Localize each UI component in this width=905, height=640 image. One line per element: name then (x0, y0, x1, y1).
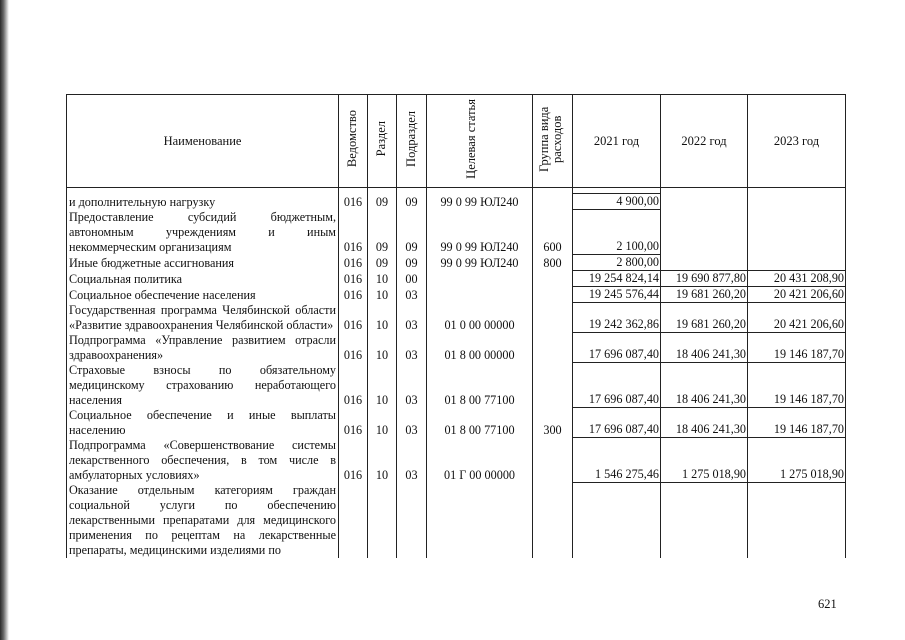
row-target: 01 8 00 77100 (427, 408, 533, 438)
row-2021: 17 696 087,40 (573, 363, 661, 408)
row-name: Оказание отдельным категориям граждан социальной услуги по обеспечению лекарственными препаратами для медицинского применения по рецептам на лекарственные препараты, медицинскими изделиями по (67, 483, 339, 558)
row-2022 (661, 255, 748, 271)
row-subsection: 09 (397, 210, 427, 255)
header-subsection: Подраздел (397, 95, 427, 188)
row-section: 10 (368, 438, 397, 483)
row-name: Подпрограмма «Управление развитием отрасли здравоохранения» (67, 333, 339, 363)
row-dept: 016 (339, 287, 368, 303)
row-2022 (661, 194, 748, 210)
table-row (67, 438, 846, 483)
row-subsection: 03 (397, 287, 427, 303)
row-section: 10 (368, 303, 397, 333)
row-2022 (661, 210, 748, 255)
row-2023: 1 275 018,90 (748, 438, 846, 483)
row-2023: 19 146 187,70 (748, 408, 846, 438)
table-row (67, 363, 846, 408)
row-target: 99 0 99 ЮЛ240 (427, 194, 533, 210)
row-2022 (661, 483, 748, 558)
table-row (67, 210, 846, 255)
row-2022: 19 681 260,20 (661, 303, 748, 333)
row-section: 09 (368, 194, 397, 210)
row-group (533, 483, 573, 558)
row-group (533, 271, 573, 287)
row-dept: 016 (339, 363, 368, 408)
row-name: и дополнительную нагрузку (67, 194, 339, 210)
row-group: 300 (533, 408, 573, 438)
row-dept: 016 (339, 194, 368, 210)
row-group (533, 363, 573, 408)
header-section: Раздел (368, 95, 397, 188)
row-2021: 2 800,00 (573, 255, 661, 271)
page-number: 621 (818, 597, 837, 611)
page-binding-edge (0, 0, 9, 640)
row-group: 800 (533, 255, 573, 271)
table-row (67, 194, 846, 210)
row-2022: 18 406 241,30 (661, 333, 748, 363)
table-row (67, 333, 846, 363)
row-2021: 1 546 275,46 (573, 438, 661, 483)
row-target: 01 8 00 00000 (427, 333, 533, 363)
row-target: 01 8 00 77100 (427, 363, 533, 408)
row-target: 99 0 99 ЮЛ240 (427, 210, 533, 255)
row-2022: 1 275 018,90 (661, 438, 748, 483)
row-group (533, 303, 573, 333)
table-row (67, 255, 846, 271)
row-dept: 016 (339, 303, 368, 333)
row-group: 600 (533, 210, 573, 255)
row-name: Подпрограмма «Совершенствование системы лекарственного обеспечения, в том числе в амбулаторных условиях» (67, 438, 339, 483)
table-row (67, 287, 846, 303)
header-2023: 2023 год (748, 95, 846, 188)
row-section: 10 (368, 287, 397, 303)
row-section (368, 483, 397, 558)
row-dept: 016 (339, 255, 368, 271)
row-target: 01 Г 00 00000 (427, 438, 533, 483)
row-dept: 016 (339, 333, 368, 363)
row-2022: 19 681 260,20 (661, 287, 748, 303)
row-section: 09 (368, 255, 397, 271)
row-dept: 016 (339, 438, 368, 483)
row-2021: 17 696 087,40 (573, 333, 661, 363)
row-subsection: 03 (397, 363, 427, 408)
table-row (67, 408, 846, 438)
row-subsection: 09 (397, 255, 427, 271)
header-2022: 2022 год (661, 95, 748, 188)
row-2022: 18 406 241,30 (661, 408, 748, 438)
row-subsection: 09 (397, 194, 427, 210)
table-row (67, 271, 846, 287)
header-row (67, 95, 846, 188)
row-subsection: 03 (397, 333, 427, 363)
row-name: Предоставление субсидий бюджетным, автономным учреждениям и иным некоммерческим организациям (67, 210, 339, 255)
row-dept: 016 (339, 271, 368, 287)
row-2023 (748, 194, 846, 210)
row-section: 10 (368, 408, 397, 438)
budget-table-container (66, 94, 846, 558)
row-dept: 016 (339, 408, 368, 438)
row-2021 (573, 483, 661, 558)
row-2023 (748, 483, 846, 558)
row-2022: 19 690 877,80 (661, 271, 748, 287)
row-2021: 19 254 824,14 (573, 271, 661, 287)
row-dept: 016 (339, 210, 368, 255)
row-section: 10 (368, 333, 397, 363)
row-subsection (397, 483, 427, 558)
row-2023: 20 431 208,90 (748, 271, 846, 287)
row-2021: 19 242 362,86 (573, 303, 661, 333)
budget-table (66, 94, 846, 558)
row-2023: 19 146 187,70 (748, 363, 846, 408)
row-name: Социальное обеспечение населения (67, 287, 339, 303)
header-2021: 2021 год (573, 95, 661, 188)
row-section: 10 (368, 271, 397, 287)
row-2021: 2 100,00 (573, 210, 661, 255)
row-target (427, 271, 533, 287)
header-name: Наименование (67, 95, 339, 188)
row-name: Государственная программа Челябинской области «Развитие здравоохранения Челябинской области» (67, 303, 339, 333)
row-group (533, 333, 573, 363)
row-group (533, 287, 573, 303)
header-dept: Ведомство (339, 95, 368, 188)
row-target (427, 483, 533, 558)
row-2022: 18 406 241,30 (661, 363, 748, 408)
row-2021: 19 245 576,44 (573, 287, 661, 303)
row-subsection: 03 (397, 438, 427, 483)
row-2023: 19 146 187,70 (748, 333, 846, 363)
table-row (67, 483, 846, 558)
row-subsection: 00 (397, 271, 427, 287)
row-group (533, 438, 573, 483)
row-name: Социальная политика (67, 271, 339, 287)
row-2023: 20 421 206,60 (748, 287, 846, 303)
row-target: 01 0 00 00000 (427, 303, 533, 333)
row-target: 99 0 99 ЮЛ240 (427, 255, 533, 271)
row-target (427, 287, 533, 303)
row-name: Иные бюджетные ассигнования (67, 255, 339, 271)
row-dept (339, 483, 368, 558)
row-section: 10 (368, 363, 397, 408)
row-section: 09 (368, 210, 397, 255)
row-name: Социальное обеспечение и иные выплаты населению (67, 408, 339, 438)
row-2021: 17 696 087,40 (573, 408, 661, 438)
row-2023 (748, 210, 846, 255)
row-2023: 20 421 206,60 (748, 303, 846, 333)
row-2023 (748, 255, 846, 271)
row-subsection: 03 (397, 303, 427, 333)
table-row (67, 303, 846, 333)
row-2021: 4 900,00 (573, 194, 661, 210)
header-group: Группа вида расходов (533, 95, 573, 188)
row-group (533, 194, 573, 210)
row-name: Страховые взносы по обязательному медицинскому страхованию неработающего населения (67, 363, 339, 408)
row-subsection: 03 (397, 408, 427, 438)
header-target: Целевая статья (427, 95, 533, 188)
